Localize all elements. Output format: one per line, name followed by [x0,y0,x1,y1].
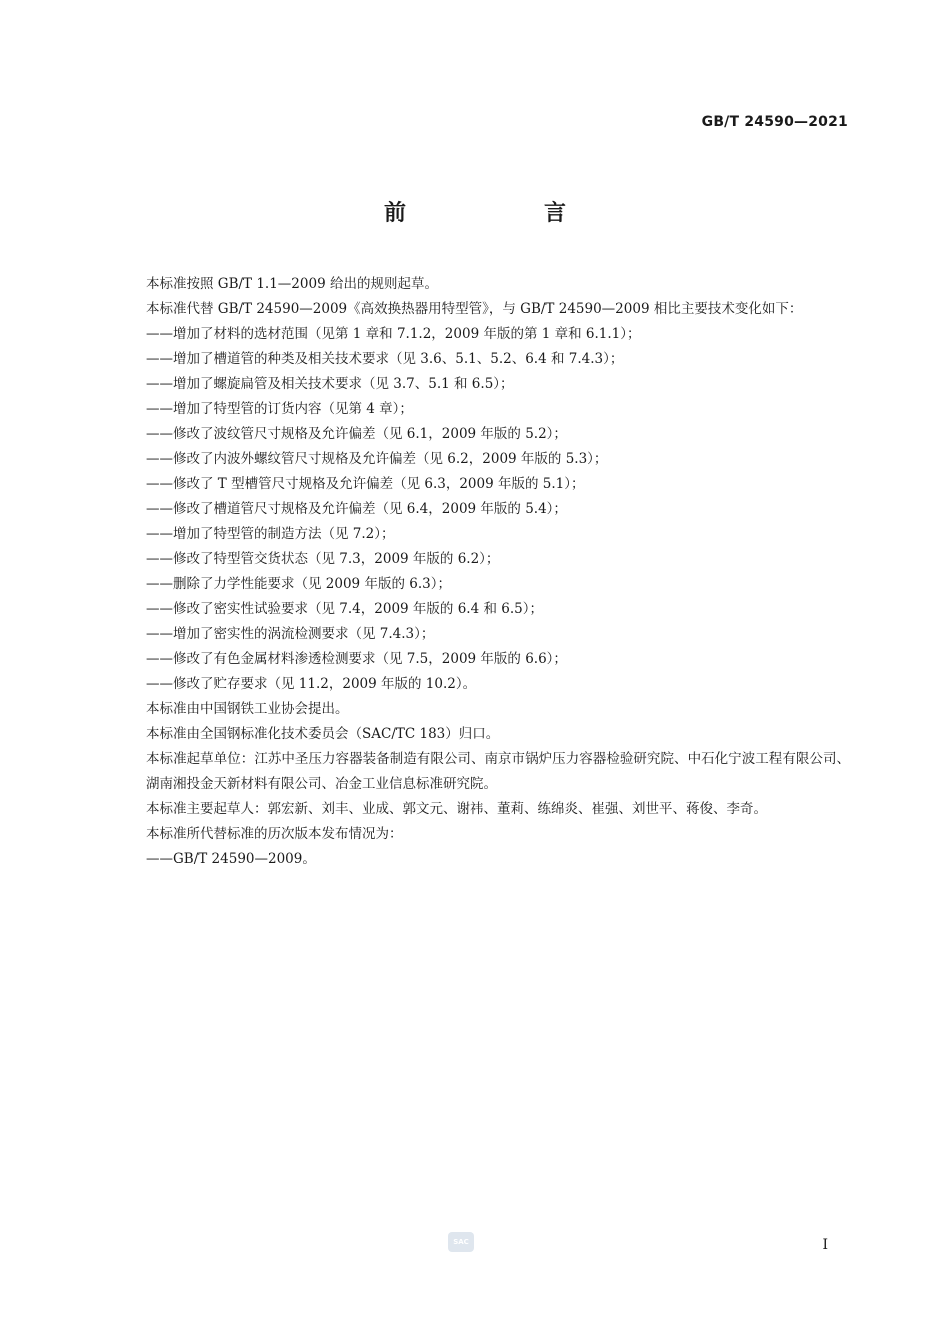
change-list [115,322,850,697]
paragraph-drafters: 本标准主要起草人：郭宏新、刘丰、业成、郭文元、谢祎、董莉、练绵炎、崔强、刘世平、蒋俊、李奇。 [146,801,767,817]
list-item: ——修改了内波外螺纹管尺寸规格及允许偏差（见 6.2，2009 年版的 5.3）； [146,451,608,467]
list-item: ——GB/T 24590—2009。 [146,851,316,867]
list-item: ——增加了特型管的制造方法（见 7.2）； [146,526,395,542]
list-item: ——增加了特型管的订货内容（见第 4 章）； [146,401,413,417]
list-item: ——增加了密实性的涡流检测要求（见 7.4.3）； [146,626,435,642]
list-item: ——修改了槽道管尺寸规格及允许偏差（见 6.4，2009 年版的 5.4）； [146,501,567,517]
paragraph-committee: 本标准由全国钢标准化技术委员会（SAC/TC 183）归口。 [146,726,500,742]
paragraph-history-intro: 本标准所代替标准的历次版本发布情况为： [146,826,403,842]
page-number: I [822,1237,828,1253]
list-item: ——增加了螺旋扁管及相关技术要求（见 3.7、5.1 和 6.5）； [146,376,514,392]
document-body [115,272,850,872]
list-item: ——删除了力学性能要求（见 2009 年版的 6.3）； [146,576,451,592]
sac-logo [448,1232,474,1252]
list-item: ——修改了 T 型槽管尺寸规格及允许偏差（见 6.3，2009 年版的 5.1）； [146,476,585,492]
paragraph-drafting-units: 本标准起草单位：江苏中圣压力容器装备制造有限公司、南京市锅炉压力容器检验研究院、中石化宁波工程有限公司、湖南湘投金天新材料有限公司、冶金工业信息标准研究院。 [146,751,850,792]
sac-logo-text: SAC [453,1238,469,1246]
list-item: ——增加了槽道管的种类及相关技术要求（见 3.6、5.1、5.2、6.4 和 7.4.3）； [146,351,624,367]
page-title: 前 言 [383,201,624,226]
list-item: ——修改了密实性试验要求（见 7.4，2009 年版的 6.4 和 6.5）； [146,601,543,617]
paragraph-proposer: 本标准由中国钢铁工业协会提出。 [146,701,349,717]
list-item: ——修改了特型管交货状态（见 7.3，2009 年版的 6.2）； [146,551,500,567]
list-item: ——修改了贮存要求（见 11.2，2009 年版的 10.2）。 [146,676,477,692]
paragraph-replacement: 本标准代替 GB/T 24590—2009《高效换热器用特型管》，与 GB/T 24590—2009 相比主要技术变化如下： [146,301,803,317]
list-item: ——增加了材料的选材范围（见第 1 章和 7.1.2，2009 年版的第 1 章和 6.1.1）； [146,326,641,342]
paragraph-drafting-rules: 本标准按照 GB/T 1.1—2009 给出的规则起草。 [146,276,438,292]
standard-code: GB/T 24590—2021 [701,114,848,130]
list-item: ——修改了波纹管尺寸规格及允许偏差（见 6.1，2009 年版的 5.2）； [146,426,567,442]
list-item: ——修改了有色金属材料渗透检测要求（见 7.5，2009 年版的 6.6）； [146,651,567,667]
